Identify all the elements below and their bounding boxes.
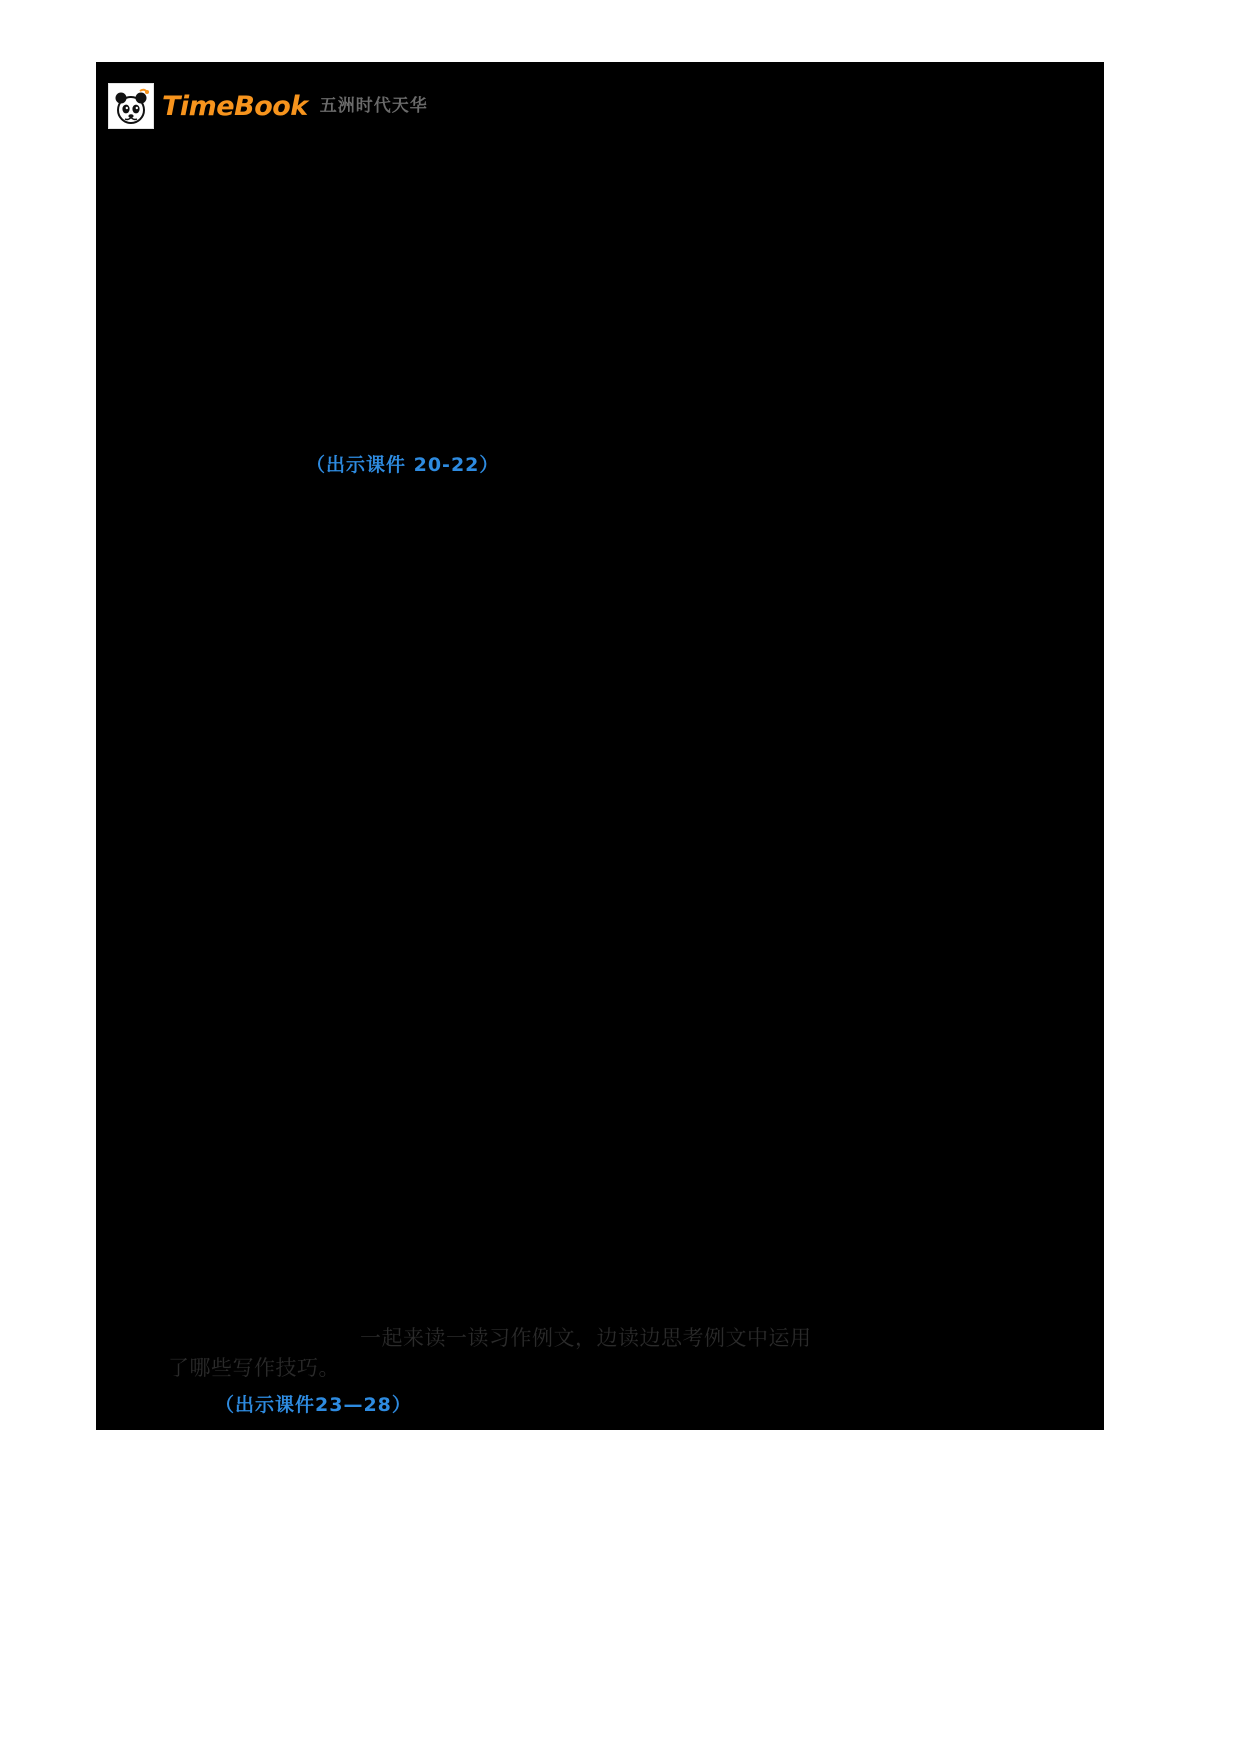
body-text-line-1: 一起来读一读习作例文，边读边思考例文中运用: [360, 1326, 812, 1350]
courseware-cue-1: （出示课件 20-22）: [306, 454, 500, 476]
logo-bar: [108, 82, 428, 130]
body-text-line-2: 了哪些写作技巧。: [168, 1356, 340, 1380]
logo-chinese-name: 五洲时代天华: [319, 95, 428, 116]
logo-wordmark: TimeBook: [162, 90, 308, 122]
panda-logo-icon: [108, 83, 154, 129]
courseware-cue-2: （出示课件23—28）: [215, 1394, 412, 1416]
redacted-content-block: [96, 62, 1104, 1430]
